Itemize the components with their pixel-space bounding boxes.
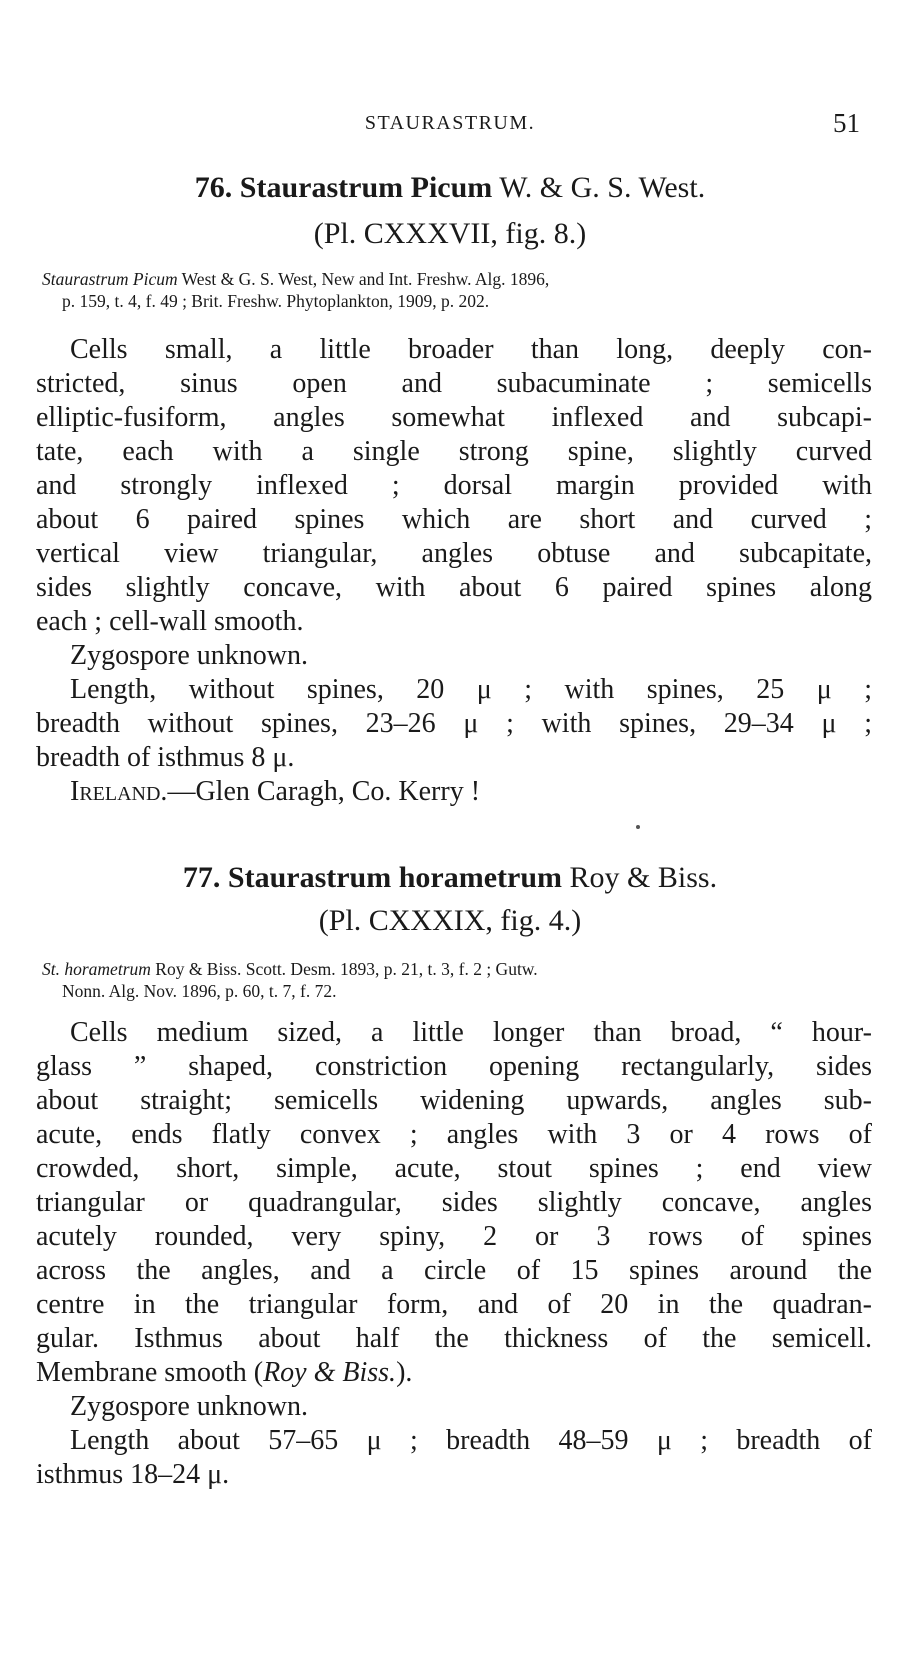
description-line: vertical view triangular, angles obtuse and subcapitate, [36,538,872,569]
description-line: Cells medium sized, a little longer than broad, “ hour- [70,1017,872,1048]
citation-species-name: St. horametrum [42,959,151,979]
description-line: across the angles, and a circle of 15 spines around the [36,1255,872,1286]
description-line: each ; cell-wall smooth. [36,606,304,637]
entry-77-plate-reference: (Pl. CXXXIX, fig. 4.) [318,904,582,937]
description-line: sides slightly concave, with about 6 paired spines along [36,572,872,603]
page-number: 51 [833,108,860,138]
description-line: stricted, sinus open and subacuminate ; semicells [36,368,872,399]
species-authority: Roy & Biss. [569,861,718,894]
description-line: crowded, short, simple, acute, stout spines ; end view [36,1153,872,1184]
measurement-line: isthmus 18–24 μ. [36,1459,230,1490]
measurement-line: breadth without spines, 23–26 μ ; with spines, 29–34 μ ; [36,708,872,739]
citation-line: St. horametrum Roy & Biss. Scott. Desm. 1893, p. 21, t. 3, f. 2 ; Gutw. [42,959,538,979]
running-title: STAURASTRUM. [364,112,536,134]
citation-species-name: Staurastrum Picum [42,269,178,289]
description-line: Membrane smooth (Roy & Biss.). [36,1357,413,1388]
entry-76-plate-reference: (Pl. CXXXVII, fig. 8.) [313,217,587,250]
description-line: about 6 paired spines which are short and curved ; [36,504,872,535]
locality-text: —Glen Caragh, Co. Kerry ! [167,776,481,807]
entry-76-citation [40,268,865,312]
description-line: glass ” shaped, constriction opening rectangularly, sides [36,1051,872,1082]
print-speck [636,825,640,829]
authority-italic: Roy & Biss. [263,1357,397,1388]
citation-line: p. 159, t. 4, f. 49 ; Brit. Freshw. Phytoplankton, 1909, p. 202. [62,291,490,311]
description-line: Cells small, a little broader than long, deeply con- [70,334,872,365]
measurement-line: Length, without spines, 20 μ ; with spines, 25 μ ; [70,674,872,705]
entry-77-citation [40,958,865,1002]
locality-line [36,775,872,809]
entry-76-title [0,170,900,206]
description-line: acutely rounded, very spiny, 2 or 3 rows of spines [36,1221,872,1252]
citation-line: Nonn. Alg. Nov. 1896, p. 60, t. 7, f. 72. [62,981,337,1001]
entry-77-title [0,860,900,896]
species-name: Staurastrum Picum [239,171,493,204]
zygospore-note: Zygospore unknown. [70,640,308,671]
entry-76-description [36,333,872,809]
description-line: about straight; semicells widening upwards, angles sub- [36,1085,872,1116]
entry-77-description [36,1016,872,1492]
description-line: centre in the triangular form, and of 20 in the quadran- [36,1289,872,1320]
entry-number: 77. [182,861,221,894]
zygospore-note: Zygospore unknown. [70,1391,308,1422]
description-line: triangular or quadrangular, sides slightly concave, angles [36,1187,872,1218]
measurement-line: Length about 57–65 μ ; breadth 48–59 μ ; breadth of [70,1425,872,1456]
description-line: elliptic-fusiform, angles somewhat inflexed and subcapi- [36,402,872,433]
description-line: and strongly inflexed ; dorsal margin provided with [36,470,872,501]
description-line: gular. Isthmus about half the thickness of the semicell. [36,1323,872,1354]
locality-region: Ireland. [70,776,168,807]
running-head [0,110,900,140]
measurement-line: breadth of isthmus 8 μ. [36,742,295,773]
citation-line: Staurastrum Picum West & G. S. West, New and Int. Freshw. Alg. 1896, [42,269,550,289]
species-name: Staurastrum horametrum [227,861,563,894]
description-line: acute, ends flatly convex ; angles with 3 or 4 rows of [36,1119,872,1150]
entry-number: 76. [194,171,233,204]
description-line: tate, each with a single strong spine, slightly curved [36,436,872,467]
species-authority: W. & G. S. West. [499,171,706,204]
